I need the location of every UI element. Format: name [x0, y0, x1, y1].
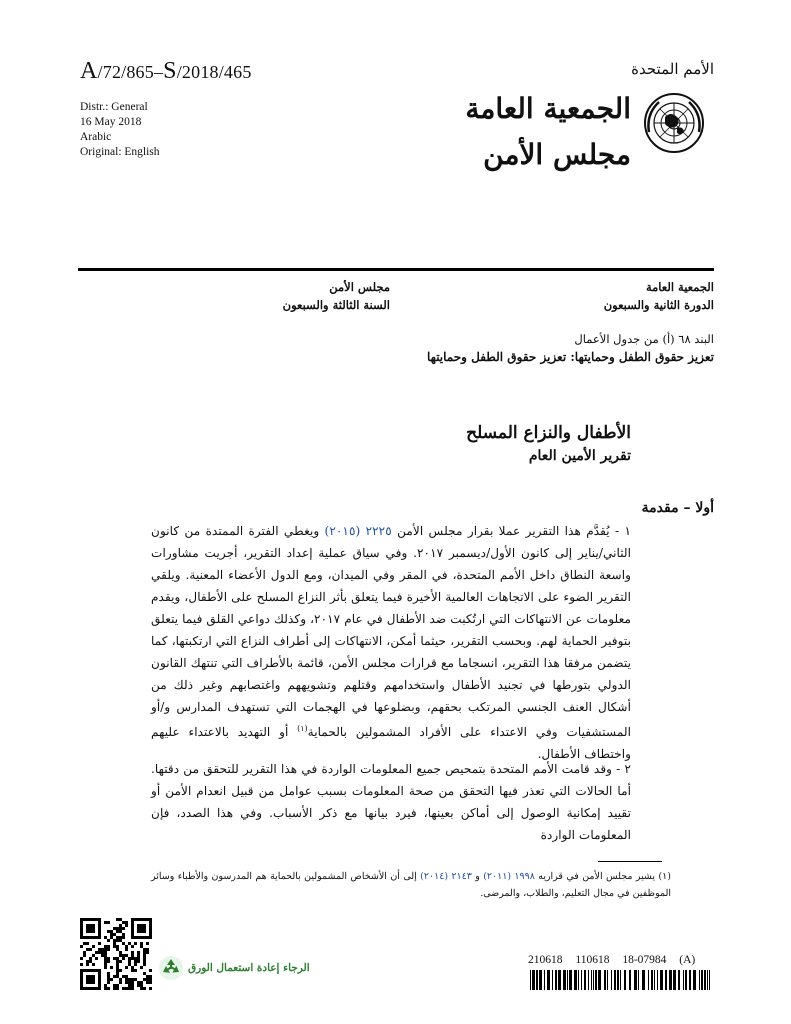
paragraph-2: ٢ - وقد قامت الأمم المتحدة بتمحيص جميع المعلومات الواردة في هذا التقرير للتحقق من دقتها. أما الحالات التي تعذر فيها التحقق من صحة المعلومات بسبب عوامل من قبيل انعدام الأمن أو تقييد إمكانية الوصول إلى أماكن بعينها، فيرد بيانها مع ذكر الأسباب. وفي هذا الصدد، فإن المعلومات الواردة [151, 762, 631, 842]
symbol-a-rest: /72/865– [97, 62, 164, 82]
footnote-ref[interactable]: (١) [297, 724, 308, 733]
un-emblem-icon [643, 92, 705, 154]
qr-code-icon [80, 918, 152, 990]
job-number: 210618 110618 18-07984 (A) [528, 954, 696, 966]
symbol-a: A [80, 58, 98, 84]
meta-ga-name: الجمعية العامة [645, 280, 714, 294]
recycle-icon [158, 955, 184, 981]
meta-sc-name: مجلس الأمن [329, 280, 390, 294]
p1-text-a: ١ - يُقدَّم هذا التقرير عملا بقرار مجلس الأمن [391, 524, 631, 538]
document-symbol [80, 58, 252, 85]
footnote-rule [598, 861, 662, 862]
meta-general-assembly [604, 278, 714, 314]
agenda-title: تعزيز حقوق الطفل وحمايتها: تعزيز حقوق الطفل وحمايتها [427, 350, 714, 364]
footnote-text-a: (١) يشير مجلس الأمن في قراريه [534, 871, 671, 882]
symbol-s: S [163, 58, 177, 84]
meta-sc-year: السنة الثالثة والسبعون [282, 298, 390, 312]
resolution-link[interactable]: ١٩٩٨ (٢٠١١) [483, 871, 535, 882]
meta-ga-session: الدورة الثانية والسبعون [603, 298, 714, 312]
footnote [151, 868, 671, 902]
p1-text-b: ويغطي الفترة الممتدة من كانون الثاني/يناير إلى كانون الأول/ديسمبر ٢٠١٧. وفي سياق عملية إعداد التقرير، أجريت مشاورات واسعة النطاق داخل الأمم المتحدة، في المقر وفي الميدان، ومع الدول الأعضاء المعنية. ويلقي التقرير الضوء على الاتجاهات العالمية الأخيرة فيما يتعلق بأثر النزاع المسلح على الأطفال، ويقدم معلومات عن الانتهاكات التي ارتُكبت ضد الأطفال في عام ٢٠١٧، وكذلك دواعي القلق فيما يتعلق بتوفير الحماية لهم. وبحسب التقرير، حيثما أمكن، الانتهاكات إلى أطراف النزاع التي ارتكبتها، كما يتضمن مرفقا هذا التقرير، انسجاما مع قرارات مجلس الأمن، قائمة بالأطراف التي تنتهك القانون الدولي بتورطها في تجنيد الأطفال واستخدامهم وقتلهم وتشويههم واغتصابهم وغير ذلك من أشكال العنف الجنسي المرتكب بحقهم، وبضلوعها في الهجمات التي تستهدف المدارس و/أو المستشفيات وفي الاعتداء على الأفراد المشمولين بالحماية [151, 524, 632, 740]
paragraph-1 [151, 520, 631, 765]
original-language-line: Original: English [80, 146, 160, 158]
distribution-block [80, 100, 160, 160]
p1-text-c: أو التهديد بالاعتداء عليهم واختطاف الأطفال. [151, 725, 631, 762]
resolution-link[interactable]: ٢٢٢٥ (٢٠١٥) [324, 524, 392, 538]
distr-line: Distr.: General [80, 101, 148, 113]
document-title: الأطفال والنزاع المسلح [466, 423, 631, 443]
section-heading: أولا – مقدمة [641, 500, 714, 516]
symbol-s-rest: /2018/465 [176, 62, 252, 82]
recycle-text: الرجاء إعادة استعمال الورق [188, 962, 310, 974]
barcode-icon [530, 970, 714, 990]
agenda-item: البند ٦٨ (أ) من جدول الأعمال [574, 332, 714, 346]
language-line: Arabic [80, 131, 112, 143]
header-rule [78, 268, 714, 271]
org-general-assembly: الجمعية العامة [465, 92, 631, 125]
footnote-text-mid: و [471, 871, 484, 882]
report-subtitle: تقرير الأمين العام [528, 448, 631, 464]
footnote-text-b: إلى أن الأشخاص المشمولين بالحماية هم المدرسون والأطباء وسائر الموظفين في مجال التعليم، والطلاب، والمرضى. [151, 871, 671, 899]
date-line: 16 May 2018 [80, 116, 142, 128]
meta-security-council [190, 278, 390, 314]
resolution-link[interactable]: ٢١٤٣ (٢٠١٤) [420, 871, 472, 882]
un-name: الأمم المتحدة [631, 60, 714, 78]
org-security-council: مجلس الأمن [483, 138, 631, 171]
